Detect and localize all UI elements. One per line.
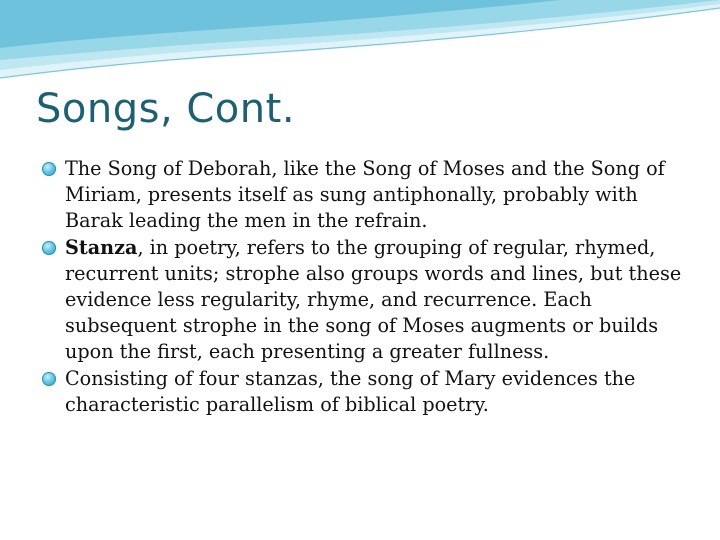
bullet-text-3: Consisting of four stanzas, the song of Mary evidences the characteristic parallelism of biblical poetry. (65, 366, 636, 416)
round-blue-bullet-icon (42, 162, 56, 176)
header-wave-decoration (0, 0, 720, 90)
bullet-item-2 (40, 235, 690, 366)
round-blue-bullet-icon (42, 372, 56, 386)
bullet-item-3 (40, 366, 690, 418)
bullet-item-1 (40, 156, 690, 235)
bullet-list (40, 156, 690, 418)
bullet-text-1: The Song of Deborah, like the Song of Moses and the Song of Miriam, presents itself as sung antiphonally, probably with Barak leading the men in the refrain. (65, 157, 665, 233)
slide-title: Songs, Cont. (36, 86, 296, 132)
round-blue-bullet-icon (42, 241, 56, 255)
bullet-text-2: , in poetry, refers to the grouping of regular, rhymed, recurrent units; strophe also groups words and lines, but these evidence less regularity, rhyme, and recurrence. Each subsequent strophe in the song of Moses augments or builds upon the first, each presenting a greater fullness. (65, 235, 682, 364)
stanza-term: Stanza (65, 235, 138, 259)
